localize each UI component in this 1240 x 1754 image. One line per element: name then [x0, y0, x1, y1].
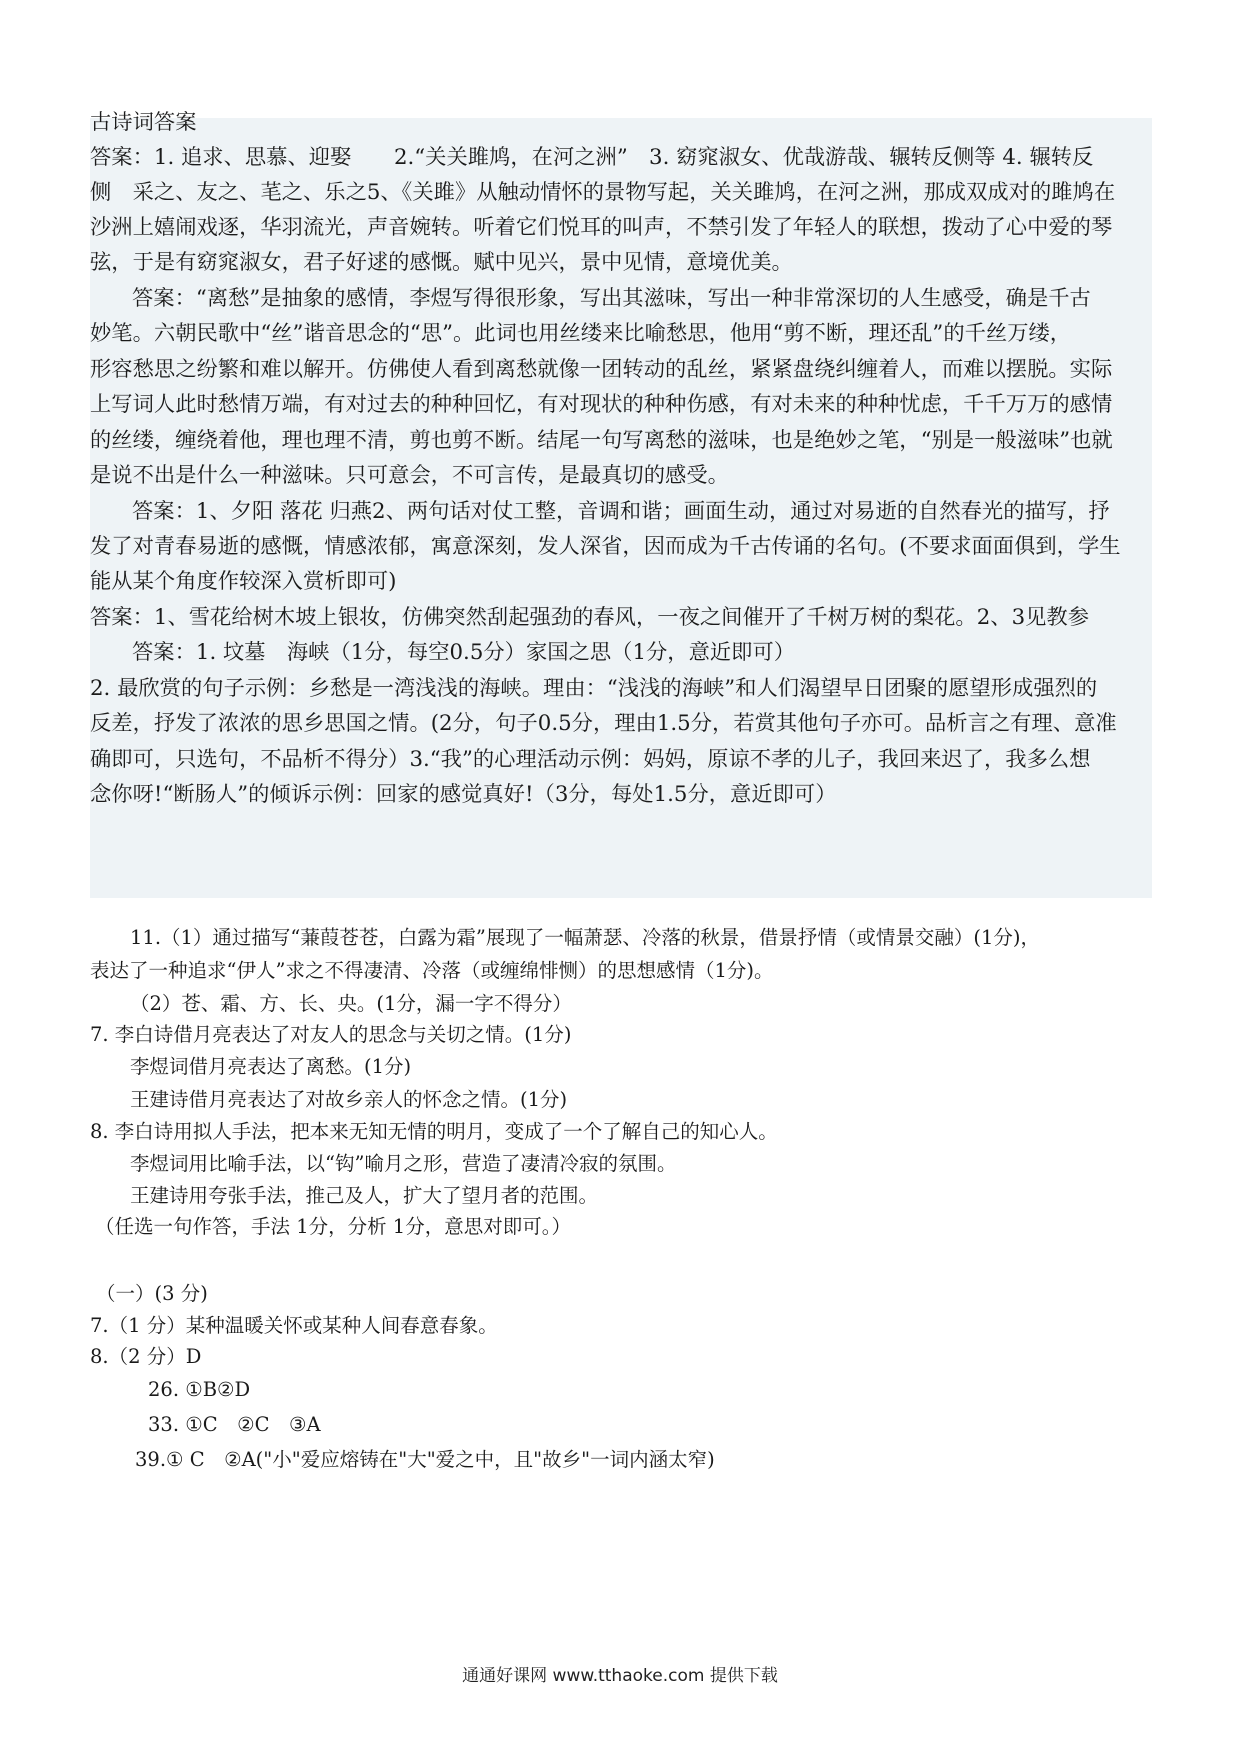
- text-line: 沙洲上嬉闹戏逐，华羽流光，声音婉转。听着它们悦耳的叫声，不禁引发了年轻人的联想，拨动了心中爱的琴: [90, 215, 1113, 240]
- text-line: 王建诗用夸张手法，推己及人，扩大了望月者的范围。: [130, 1184, 599, 1207]
- text-line: （一）(3 分): [96, 1282, 208, 1305]
- text-line: 表达了一种追求“伊人”求之不得凄清、冷落（或缠绵悱恻）的思想感情（1分)。: [90, 959, 774, 982]
- text-line: 上写词人此时愁情万端，有对过去的种种回忆，有对现状的种种伤感，有对未来的种种忧虑，千千万万的感情: [90, 392, 1113, 417]
- text-line: 8. 李白诗用拟人手法，把本来无知无情的明月，变成了一个了解自己的知心人。: [90, 1120, 778, 1143]
- text-line: 反差，抒发了浓浓的思乡思国之情。(2分，句子0.5分，理由1.5分，若赏其他句子亦可。品析言之有理、意准: [90, 711, 1117, 736]
- text-line: 李煜词用比喻手法，以“钩”喻月之形，营造了凄清冷寂的氛围。: [130, 1152, 677, 1175]
- text-line: 8.（2 分）D: [90, 1345, 202, 1368]
- text-line: 答案：1. 追求、思慕、迎娶 2.“关关雎鸠，在河之洲” 3. 窈窕淑女、优哉游哉、辗转反侧等 4. 辗转反: [90, 145, 1094, 170]
- text-line: 念你呀!“断肠人”的倾诉示例：回家的感觉真好!（3分，每处1.5分，意近即可）: [90, 782, 837, 807]
- text-line: 形容愁思之纷繁和难以解开。仿佛使人看到离愁就像一团转动的乱丝，紧紧盘绕纠缠着人，而难以摆脱。实际: [90, 357, 1113, 382]
- text-line: 2. 最欣赏的句子示例：乡愁是一湾浅浅的海峡。理由：“浅浅的海峡”和人们渴望早日团聚的愿望形成强烈的: [90, 676, 1098, 701]
- text-line: 39.① C ②A("小"爱应熔铸在"大"爱之中，且"故乡"一词内涵太窄): [135, 1448, 715, 1471]
- text-line: （2）苍、霜、方、长、央。(1分，漏一字不得分）: [130, 992, 572, 1015]
- section-title: 古诗词答案: [90, 110, 197, 135]
- text-line: 26. ①B②D: [148, 1378, 251, 1401]
- text-line: 是说不出是什么一种滋味。只可意会，不可言传，是最真切的感受。: [90, 463, 729, 488]
- text-line: 答案：1、夕阳 落花 归燕2、两句话对仗工整，音调和谐；画面生动，通过对易逝的自然春光的描写，抒: [132, 499, 1110, 524]
- text-line: 答案：1、雪花给树木坡上银妆，仿佛突然刮起强劲的春风，一夜之间催开了千树万树的梨花。2、3见教参: [90, 605, 1090, 630]
- text-line: 王建诗借月亮表达了对故乡亲人的怀念之情。(1分): [130, 1088, 568, 1111]
- page-footer: 通通好课网 www.tthaoke.com 提供下载: [462, 1666, 778, 1686]
- text-line: （任选一句作答，手法 1分，分析 1分，意思对即可。）: [95, 1215, 571, 1238]
- text-line: 的丝缕，缠绕着他，理也理不清，剪也剪不断。结尾一句写离愁的滋味，也是绝妙之笔，“别是一般滋味”也就: [90, 428, 1113, 453]
- text-line: 确即可，只选句，不品析不得分）3.“我”的心理活动示例：妈妈，原谅不孝的儿子，我回来迟了，我多么想: [90, 747, 1091, 772]
- text-line: 侧 采之、友之、芼之、乐之5、《关雎》从触动情怀的景物写起，关关雎鸠，在河之洲，那成双成对的雎鸠在: [90, 180, 1116, 205]
- text-line: 弦，于是有窈窕淑女，君子好逑的感慨。赋中见兴，景中见情，意境优美。: [90, 250, 793, 275]
- text-line: 答案：“离愁”是抽象的感情，李煜写得很形象，写出其滋味，写出一种非常深切的人生感受，确是千古: [132, 286, 1091, 311]
- text-line: 33. ①C ②C ③A: [148, 1413, 321, 1436]
- text-line: 能从某个角度作较深入赏析即可): [90, 569, 397, 594]
- text-line: 7.（1 分）某种温暖关怀或某种人间春意春象。: [90, 1314, 498, 1337]
- text-line: 妙笔。六朝民歌中“丝”谐音思念的“思”。此词也用丝缕来比喻愁思，他用“剪不断，理还乱”的千丝万缕，: [90, 321, 1072, 346]
- text-line: 11.（1）通过描写“蒹葭苍苍，白露为霜”展现了一幅萧瑟、冷落的秋景，借景抒情（或情景交融）(1分)，: [130, 926, 1040, 949]
- text-line: 7. 李白诗借月亮表达了对友人的思念与关切之情。(1分): [90, 1023, 572, 1046]
- text-line: 发了对青春易逝的感慨，情感浓郁，寓意深刻，发人深省，因而成为千古传诵的名句。(不要求面面俱到，学生: [90, 534, 1121, 559]
- text-line: 答案：1. 坟墓 海峡（1分，每空0.5分）家国之思（1分，意近即可）: [132, 640, 796, 665]
- text-line: 李煜词借月亮表达了离愁。(1分): [130, 1055, 412, 1078]
